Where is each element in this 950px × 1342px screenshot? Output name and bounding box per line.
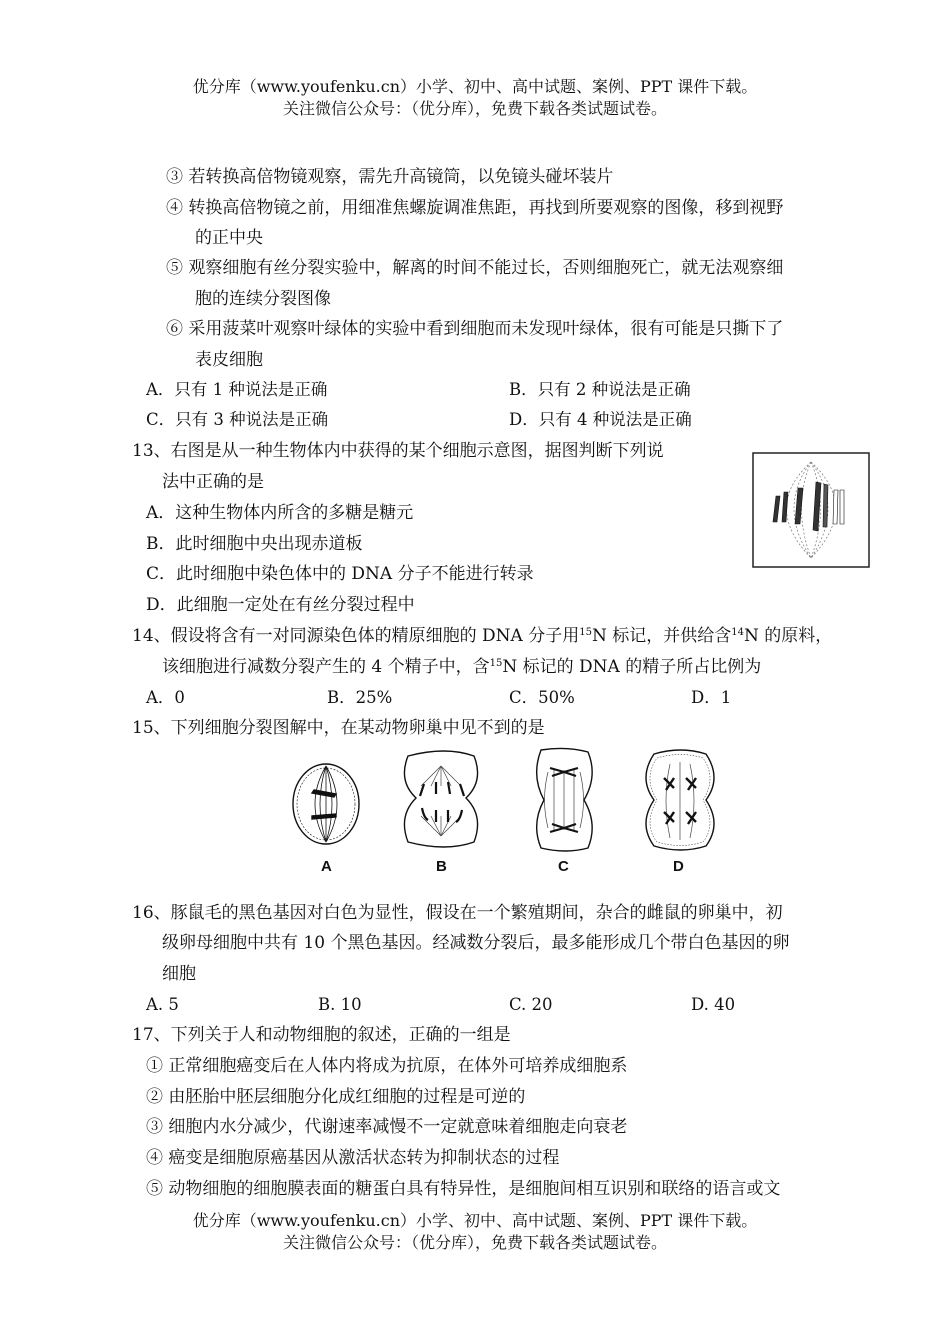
q12-item-5b: 胞的连续分裂图像 xyxy=(195,289,331,309)
q16-stem-c: 细胞 xyxy=(162,964,196,984)
q13-option-c: C．此时细胞中染色体中的 DNA 分子不能进行转录 xyxy=(146,564,534,584)
q15-label-c: C xyxy=(558,858,569,875)
q14-option-d: D．1 xyxy=(691,688,732,707)
q12-option-d: D．只有 4 种说法是正确 xyxy=(509,410,692,429)
footer-line-2: 关注微信公众号：（优分库），免费下载各类试题试卷。 xyxy=(282,1233,667,1252)
isotope-15-sup-2: 15 xyxy=(489,658,503,669)
q17-item-4: ④ 癌变是细胞原癌基因从激活状态转为抑制状态的过程 xyxy=(146,1148,560,1168)
footer-line-1: 优分库（www.youfenku.cn）小学、初中、高中试题、案例、PPT 课件下载。 xyxy=(192,1211,758,1230)
q17-item-5: ⑤ 动物细胞的细胞膜表面的糖蛋白具有特异性，是细胞间相互识别和联络的语言或文 xyxy=(146,1179,781,1199)
header-line-1: 优分库（www.youfenku.cn）小学、初中、高中试题、案例、PPT 课件下载。 xyxy=(192,77,758,96)
q12-item-4b: 的正中央 xyxy=(195,228,263,248)
cell-b-drawing xyxy=(404,751,477,847)
q17-item-1: ① 正常细胞癌变后在人体内将成为抗原，在体外可培养成细胞系 xyxy=(146,1056,628,1076)
cell-d-drawing xyxy=(646,750,714,850)
q16-stem-a: 16、豚鼠毛的黑色基因对白色为显性，假设在一个繁殖期间，杂合的雌鼠的卵巢中，初 xyxy=(132,903,783,923)
q14-stem-a-part3: N 的原料， xyxy=(743,626,833,646)
q16-option-a: A. 5 xyxy=(146,995,179,1014)
q16-option-c: C. 20 xyxy=(509,995,553,1014)
q17-stem: 17、下列关于人和动物细胞的叙述，正确的一组是 xyxy=(132,1025,511,1045)
q12-option-b: B．只有 2 种说法是正确 xyxy=(509,380,691,399)
q12-option-a: A．只有 1 种说法是正确 xyxy=(146,380,328,399)
q14-option-c: C．50% xyxy=(509,688,575,707)
q15-label-b: B xyxy=(436,858,447,875)
q12-item-3: ③ 若转换高倍物镜观察，需先升高镜筒，以免镜头碰坏装片 xyxy=(166,167,614,187)
q15-stem: 15、下列细胞分裂图解中，在某动物卵巢中见不到的是 xyxy=(132,718,545,738)
q14-option-a: A．0 xyxy=(146,688,185,707)
q16-stem-b: 级卵母细胞中共有 10 个黑色基因。经减数分裂后，最多能形成几个带白色基因的卵 xyxy=(162,933,790,953)
q17-item-2: ② 由胚胎中胚层细胞分化成红细胞的过程是可逆的 xyxy=(146,1087,526,1107)
q12-item-4a: ④ 转换高倍物镜之前，用细准焦螺旋调准焦距，再找到所要观察的图像，移到视野 xyxy=(166,198,784,218)
q15-label-d: D xyxy=(673,858,684,875)
q14-stem-a xyxy=(132,624,832,648)
q12-item-5a: ⑤ 观察细胞有丝分裂实验中，解离的时间不能过长，否则细胞死亡，就无法观察细 xyxy=(166,258,784,278)
cell-a-drawing xyxy=(293,764,359,844)
q12-item-6a: ⑥ 采用菠菜叶观察叶绿体的实验中看到细胞而未发现叶绿体，很有可能是只撕下了 xyxy=(166,319,784,339)
q12-item-6b: 表皮细胞 xyxy=(195,350,263,370)
q13-option-a: A．这种生物体内所含的多糖是糖元 xyxy=(146,503,414,523)
q15-cell-diagrams xyxy=(286,746,726,854)
q16-option-d: D. 40 xyxy=(691,995,736,1014)
q16-option-b: B. 10 xyxy=(318,995,362,1014)
cell-c-drawing xyxy=(537,748,593,851)
q13-option-d: D．此细胞一定处在有丝分裂过程中 xyxy=(146,595,415,615)
q14-stem-b-part2: N 标记的 DNA 的精子所占比例为 xyxy=(502,657,762,677)
isotope-14-sup: 14 xyxy=(731,627,744,638)
q14-option-b: B．25% xyxy=(327,688,393,707)
isotope-15-sup: 15 xyxy=(579,627,592,638)
q13-cell-diagram xyxy=(752,452,870,568)
q14-stem-a-part1: 14、假设将含有一对同源染色体的精原细胞的 DNA 分子用 xyxy=(132,626,580,646)
q12-option-c: C．只有 3 种说法是正确 xyxy=(146,410,329,429)
q14-stem-b xyxy=(162,655,761,679)
q15-label-a: A xyxy=(321,858,332,875)
q14-stem-b-part1: 该细胞进行减数分裂产生的 4 个精子中，含 xyxy=(162,657,490,677)
q13-stem-a: 13、右图是从一种生物体内中获得的某个细胞示意图，据图判断下列说 xyxy=(132,441,664,461)
q13-option-b: B．此时细胞中央出现赤道板 xyxy=(146,534,363,554)
header-line-2: 关注微信公众号：（优分库），免费下载各类试题试卷。 xyxy=(282,99,667,118)
q14-stem-a-part2: N 标记，并供给含 xyxy=(591,626,732,646)
q17-item-3: ③ 细胞内水分减少，代谢速率减慢不一定就意味着细胞走向衰老 xyxy=(146,1117,628,1137)
q13-stem-b: 法中正确的是 xyxy=(162,472,264,492)
